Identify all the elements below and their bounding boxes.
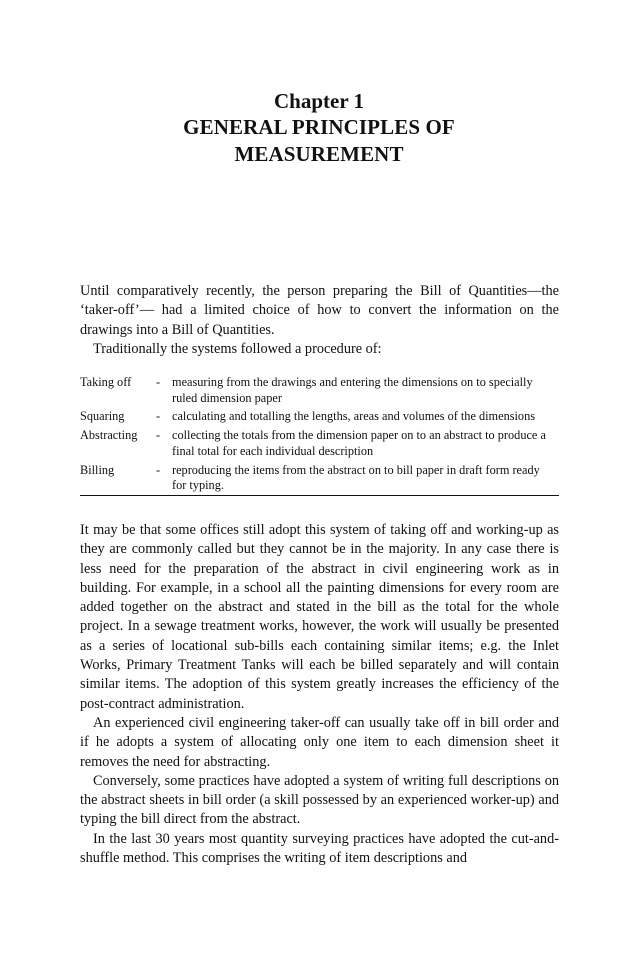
procedure-dash: - — [156, 375, 161, 389]
procedure-row — [80, 463, 559, 494]
intro-section — [80, 282, 559, 359]
procedure-description: calculating and totalling the lengths, areas and volumes of the dimensions — [172, 409, 536, 424]
procedure-term: Squaring — [80, 409, 125, 424]
procedure-description: collecting the totals from the dimension paper on to an abstract to produce a final total for each individual description — [172, 428, 546, 458]
chapter-heading — [0, 88, 638, 168]
procedure-dash: - — [156, 428, 161, 443]
procedure-description: reproducing the items from the abstract on to bill paper in draft form ready for typing. — [172, 462, 540, 493]
intro-lead-in: Traditionally the systems followed a procedure of: — [93, 340, 382, 357]
procedure-term: Taking off — [80, 375, 132, 389]
body-paragraph: It may be that some offices still adopt this system of taking off and working-up as they are commonly called but they cannot be in the majority. In any case there is less need for the preparation of the abstract in civil engineering work as in building. For example, in a school all the painting dimensions for every room are added together on the abstract and stated in the bill as the total for the whole project. In a sewage treatment works, however, the work will usually be presented as a series of locational sub-bills each containing similar items; e.g. the Inlet Works, Primary Treatment Tanks will each be billed separately and will contain similar items. The adoption of this system greatly increases the efficiency of the post-contract administration. — [80, 522, 559, 712]
procedure-description: measuring from the drawings and entering the dimensions on to specially ruled dimension paper — [172, 375, 533, 405]
procedure-term: Billing — [80, 462, 115, 477]
procedure-list — [80, 375, 559, 496]
body-paragraph: An experienced civil engineering taker-off can usually take off in bill order and if he adopts a system of allocating only one item to each dimension sheet it removes the need for abstracting. — [80, 714, 559, 770]
procedure-row — [80, 428, 559, 459]
body-section — [80, 521, 559, 868]
chapter-number: Chapter 1 — [273, 89, 365, 113]
procedure-term: Abstracting — [80, 428, 138, 443]
procedure-dash: - — [156, 409, 161, 424]
chapter-title-line-2: MEASUREMENT — [234, 142, 404, 166]
body-paragraph: Conversely, some practices have adopted a system of writing full descriptions on the abstract sheets in bill order (a skill possessed by an experienced worker-up) and typing the bill direct from the abstract. — [80, 772, 559, 828]
procedure-dash: - — [156, 462, 161, 477]
procedure-row — [80, 375, 559, 406]
procedure-row — [80, 409, 559, 425]
chapter-title-line-1: GENERAL PRINCIPLES OF — [183, 115, 455, 139]
body-paragraph: In the last 30 years most quantity surveying practices have adopted the cut-and-shuffle method. This comprises the writing of item descriptions and — [80, 830, 559, 867]
intro-paragraph: Until comparatively recently, the person preparing the Bill of Quantities—the ‘taker-off’— had a limited choice of how to convert the information on the drawings into a Bill of Quantities. — [80, 283, 559, 338]
